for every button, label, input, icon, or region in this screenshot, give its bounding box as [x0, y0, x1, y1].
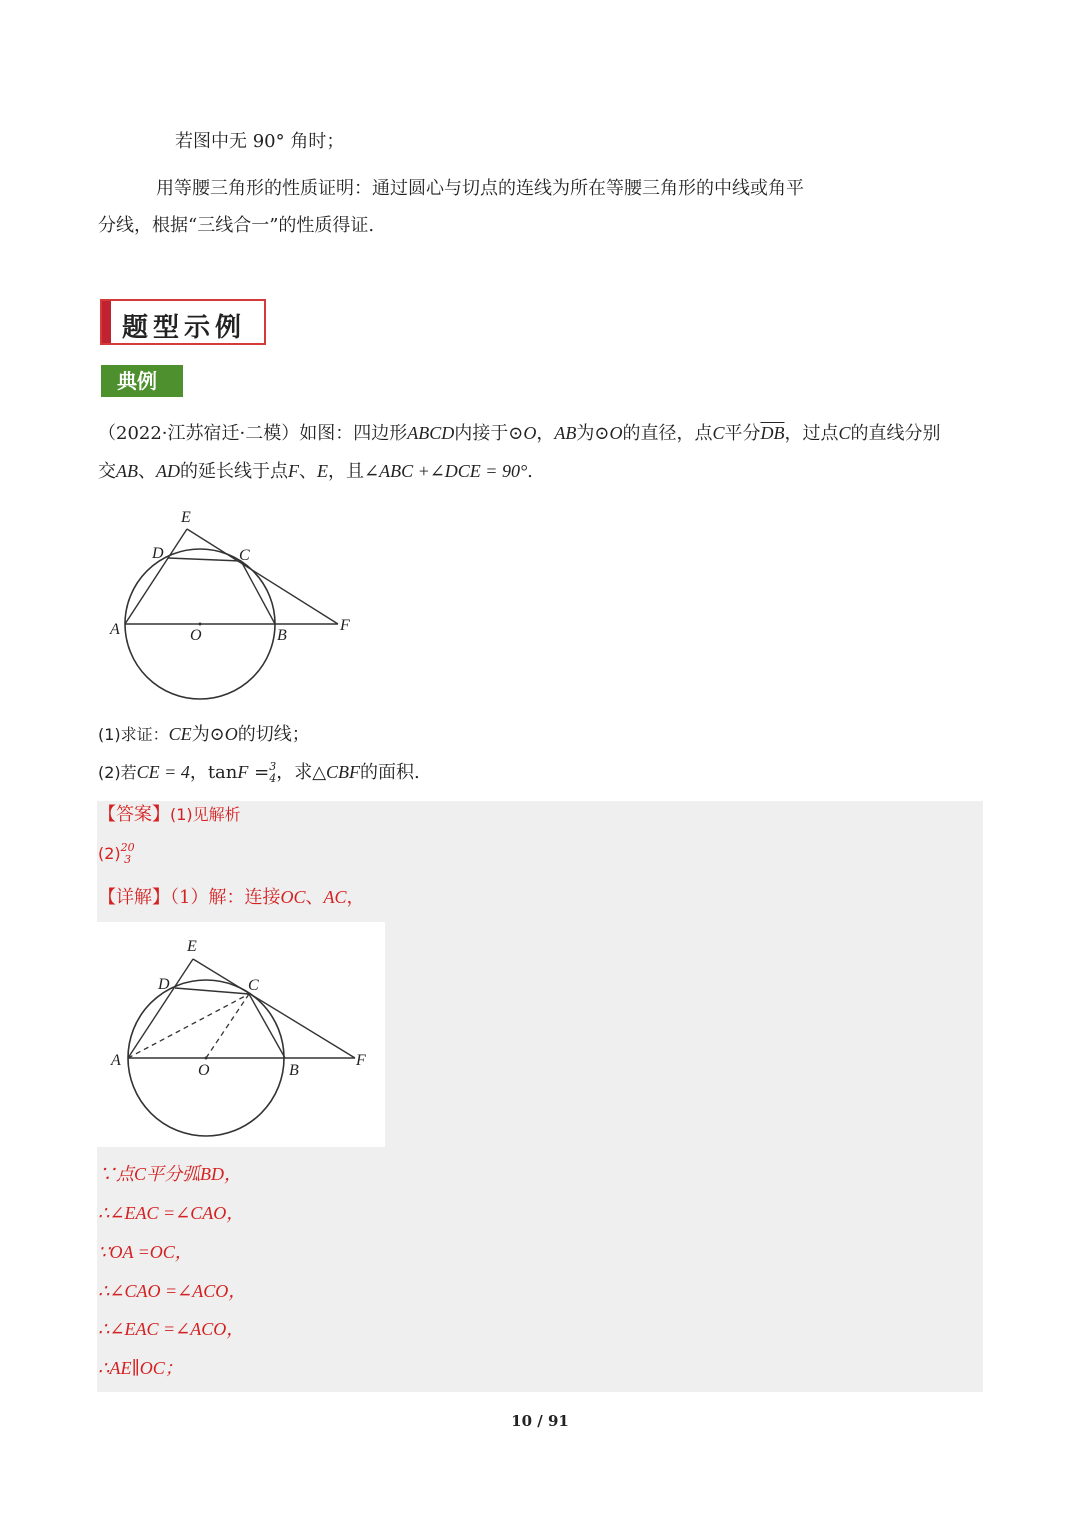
proof-step: ∵OA =OC，: [98, 1242, 193, 1262]
problem-math: C: [712, 423, 725, 443]
detail-line: [98, 885, 364, 910]
detail-text: （1）解：连接: [170, 887, 281, 908]
problem-math: ABCD: [407, 423, 455, 443]
problem-text: 、: [299, 461, 317, 482]
label-f: F: [340, 617, 350, 634]
geometry-figure-2: [97, 922, 385, 1147]
label-c: C: [239, 547, 250, 564]
intro-line-1: 若图中无 90° 角时；: [175, 131, 345, 152]
geometry-figure-1: [100, 500, 370, 705]
label-e: E: [187, 938, 197, 955]
label-f: F: [356, 1052, 366, 1069]
fraction-20-3: [121, 842, 135, 866]
fraction-numerator: 20: [120, 841, 135, 854]
answer-2-prefix: (2): [98, 844, 121, 863]
problem-math: C: [838, 423, 851, 443]
label-b: B: [277, 627, 287, 644]
line-cb: [241, 561, 275, 624]
detail-label: 【详解】: [98, 887, 170, 908]
fraction-numerator: 3: [269, 760, 277, 773]
line-ef: [187, 529, 338, 624]
line-dc: [168, 558, 241, 561]
problem-text: 内接于⊙: [454, 423, 524, 444]
problem-text: ，且: [328, 461, 364, 482]
question-math: CBF: [326, 762, 361, 782]
problem-text: 的延长线于点: [180, 461, 288, 482]
section-header-title: 题型示例: [122, 313, 247, 343]
problem-text: 、: [138, 461, 156, 482]
problem-text: 如图：四边形: [299, 423, 408, 444]
answer-label: 【答案】: [98, 804, 170, 825]
problem-text: 交: [98, 461, 116, 482]
question-math: CE = 4: [136, 762, 190, 782]
center-dot: [199, 623, 202, 626]
proof-step: ∵点C平分弧BD，: [98, 1164, 242, 1184]
fraction-denominator: 4: [269, 772, 277, 785]
line-ae: [125, 529, 187, 624]
detail-math: OC: [280, 887, 306, 907]
proof-step: ∴∠EAC =∠ACO，: [98, 1319, 245, 1339]
problem-source: （2022·江苏宿迁·二模）: [98, 423, 300, 444]
proof-step: ∴∠CAO =∠ACO，: [98, 1281, 247, 1301]
problem-line-2: [98, 459, 533, 484]
question-2: [98, 760, 420, 785]
problem-math: AD: [156, 461, 180, 481]
problem-text: 为⊙: [576, 423, 610, 444]
proof-step: ∴AE∥OC；: [98, 1358, 183, 1378]
problem-math: AB: [116, 461, 138, 481]
problem-text: 的直线分别: [850, 423, 941, 444]
question-text: 的切线；: [237, 724, 310, 745]
question-text: 的面积.: [360, 762, 420, 783]
problem-text: .: [527, 461, 533, 482]
angle-equation: ∠ABC +∠DCE = 90°: [364, 461, 528, 481]
detail-math: AC: [323, 887, 347, 907]
problem-math: E: [317, 461, 328, 481]
problem-math: F: [288, 461, 299, 481]
question-math: CE: [168, 724, 192, 744]
question-1: [98, 722, 310, 747]
question-text: (1)求证：: [98, 725, 169, 744]
detail-text: ，: [346, 887, 365, 908]
proof-step: ∴∠EAC =∠CAO，: [98, 1203, 245, 1223]
intro-line-3: 分线，根据“三线合一”的性质得证.: [98, 215, 375, 236]
problem-line-1: [98, 421, 940, 446]
question-math: F: [237, 762, 249, 782]
label-d: D: [158, 976, 170, 993]
answer-line-1: [98, 803, 241, 827]
label-a: A: [110, 621, 120, 638]
answer-1: (1)见解析: [170, 805, 241, 824]
example-tag: 典例: [101, 365, 183, 397]
line-ef: [193, 959, 355, 1058]
problem-text: ，过点: [784, 423, 839, 444]
problem-math: AB: [554, 423, 577, 443]
line-ae: [128, 959, 193, 1058]
intro-line-2: 用等腰三角形的性质证明：通过圆心与切点的连线为所在等腰三角形的中线或角平: [156, 178, 804, 199]
dashed-line-oc: [206, 994, 249, 1058]
question-text: =: [248, 762, 270, 783]
question-math: O: [224, 724, 238, 744]
problem-text: ，: [536, 423, 555, 444]
question-text: ，求△: [276, 762, 327, 783]
dashed-line-ac: [128, 994, 249, 1058]
label-b: B: [289, 1062, 299, 1079]
label-o: O: [198, 1062, 210, 1079]
label-o: O: [190, 627, 202, 644]
problem-text: 平分: [724, 423, 761, 444]
question-text: ，tan: [189, 762, 238, 783]
label-e: E: [181, 509, 191, 526]
problem-math: O: [609, 423, 623, 443]
label-d: D: [152, 545, 164, 562]
problem-text: 的直径，点: [622, 423, 713, 444]
center-dot: [205, 1057, 208, 1060]
line-dc: [175, 988, 249, 994]
detail-text: 、: [305, 887, 324, 908]
page-number: 10 / 91: [511, 1412, 569, 1430]
question-text: 为⊙: [191, 724, 225, 745]
label-a: A: [111, 1052, 121, 1069]
label-c: C: [248, 977, 259, 994]
section-header-bar: [102, 301, 111, 343]
fraction-denominator: 3: [124, 853, 132, 866]
answer-line-2: [98, 842, 135, 866]
problem-math: O: [523, 423, 537, 443]
arc-db: $\overline{DB}$: [760, 423, 785, 443]
question-text: (2)若: [98, 763, 137, 782]
section-header: [100, 299, 266, 345]
